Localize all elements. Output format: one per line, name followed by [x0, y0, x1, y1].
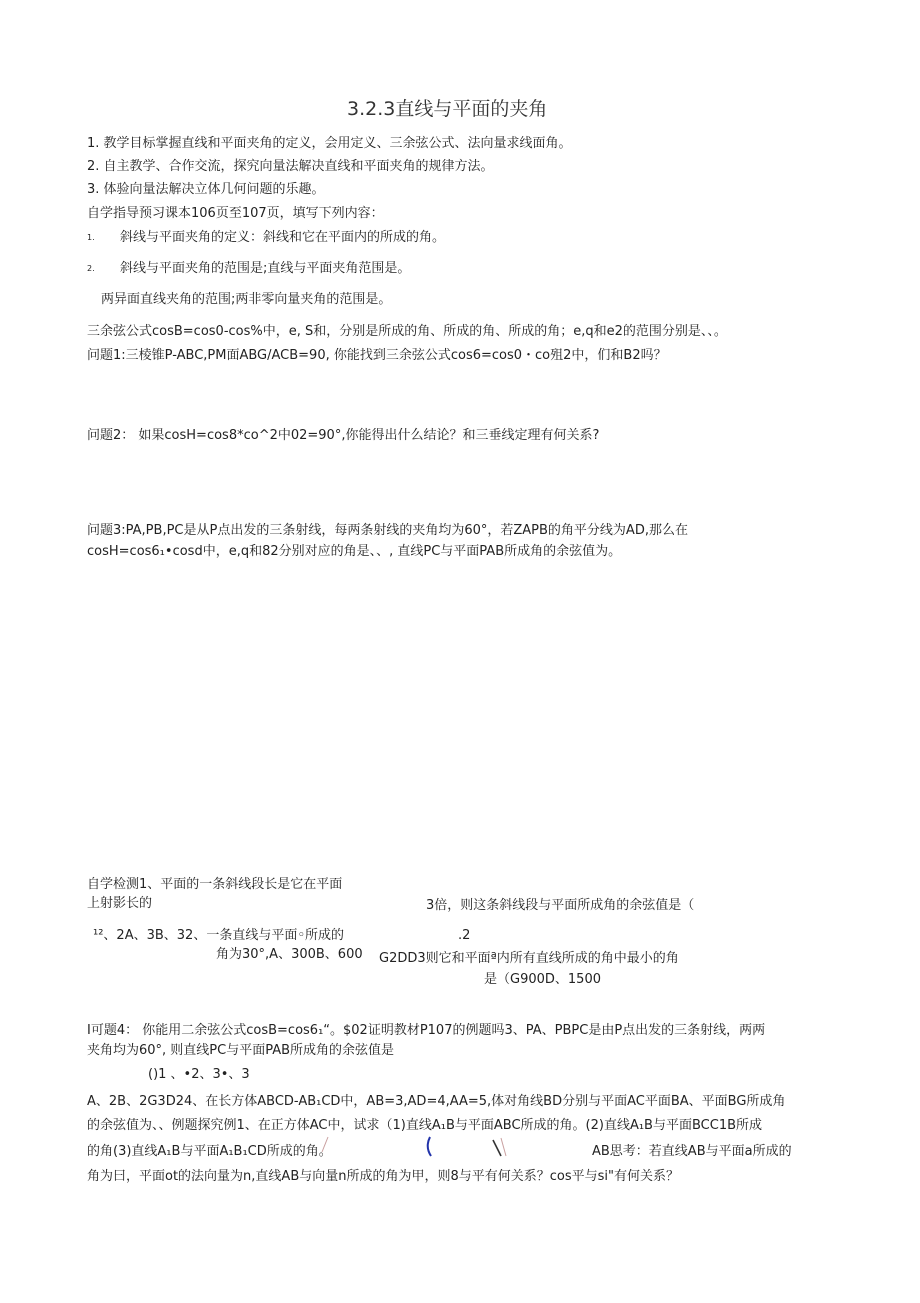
- exercise-line-2: 的余弦值为、、例题探究例1、在正方体AC中，试求（1)直线A₁B与平面ABC所成的角。(2)直线A₁B与平面BCC1B所成: [87, 1118, 763, 1133]
- angle-range-line: 两异面直线夹角的范围;两非零向量夹角的范围是。: [101, 292, 392, 307]
- answer-options: ()1 、•2、3•、3: [148, 1067, 250, 1082]
- objective-3: 3. 体验向量法解决立体几何问题的乐趣。: [87, 182, 325, 197]
- exercise-line-4: 角为曰，平面ot的法向量为n,直线AB与向量n所成的角为甲，则8与平有何关系？cos平与si"有何关系？: [87, 1169, 679, 1184]
- question-4-line-1: I可题4： 你能用二余弦公式cosB=cos6₁“。$02证明教材P107的例题吗3、PA、PBPC是由P点出发的三条射线，两两: [87, 1023, 766, 1038]
- self-check-line-2-right: 3倍，则这条斜线段与平面所成角的余弦值是（: [426, 898, 695, 913]
- self-check-line-5: 是（G900D、1500: [484, 972, 601, 987]
- self-check-line-1: 自学检测1、平面的一条斜线段长是它在平面: [87, 877, 343, 892]
- diagram-stroke-dark: [493, 1140, 501, 1156]
- formula-line: 三余弦公式cosB=cos0-cos%中，e, S和，分别是所成的角、所成的角、所成的角；e,q和e2的范围分别是、、。: [87, 324, 727, 339]
- diagram-blue-arc: [428, 1137, 431, 1156]
- item-text-1: 斜线与平面夹角的定义：斜线和它在平面内的所成的角。: [120, 230, 446, 245]
- objective-2: 2. 自主教学、合作交流，探究向量法解决直线和平面夹角的规律方法。: [87, 159, 494, 174]
- item-number-1: 1.: [87, 233, 95, 242]
- question-1: 问题1:三棱锥P-ABC,PM面ABG/ACB=90, 你能找到三余弦公式cos6=cos0・co殂2中，们和B2吗？: [87, 348, 667, 363]
- page-title: 3.2.3直线与平面的夹角: [347, 98, 548, 120]
- exercise-line-1: A、2B、2G3D24、在长方体ABCD-AB₁CD中，AB=3,AD=4,AA=5,体对角线BD分别与平面AC平面BA、平面BG所成角: [87, 1094, 786, 1109]
- item-text-2: 斜线与平面夹角的范围是;直线与平面夹角范围是。: [120, 261, 411, 276]
- question-4-line-2: 夹角均为60°, 则直线PC与平面PAB所成角的余弦值是: [87, 1043, 395, 1058]
- objective-1: 1. 教学目标掌握直线和平面夹角的定义，会用定义、三余弦公式、法向量求线面角。: [87, 136, 572, 151]
- exercise-line-3: 的角(3)直线A₁B与平面A₁B₁CD所成的角。: [87, 1144, 332, 1159]
- self-check-line-2: 上射影长的: [87, 896, 153, 911]
- study-guide: 自学指导预习课本106页至107页，填写下列内容：: [87, 206, 384, 221]
- self-check-line-3-right: .2: [458, 928, 471, 943]
- self-check-line-4-left: 角为30°,A、300B、600: [216, 947, 363, 962]
- self-check-line-4-right: G2DD3则它和平面ª内所有直线所成的角中最小的角: [379, 951, 679, 966]
- question-3-line-1: 问题3:PA,PB,PC是从P点出发的三条射线，每两条射线的夹角均为60°，若ZAPB的角平分线为AD,那么在: [87, 523, 688, 538]
- diagram-stroke-left: [322, 1137, 328, 1152]
- question-2: 问题2： 如果cosH=cos8*co^2中02=90°,你能得出什么结论？和三垂线定理有何关系?: [87, 428, 600, 443]
- self-check-line-3-left: ¹²、2A、3B、32、一条直线与平面◦所成的: [93, 928, 344, 943]
- exercise-line-3-right: AB思考：若直线AB与平面a所成的: [592, 1144, 792, 1159]
- diagram-stroke-pink: [501, 1138, 506, 1156]
- question-3-line-2: cosH=cos6₁•cosd中，e,q和82分别对应的角是、、, 直线PC与平面PAB所成角的余弦值为。: [87, 544, 622, 559]
- item-number-2: 2.: [87, 264, 95, 273]
